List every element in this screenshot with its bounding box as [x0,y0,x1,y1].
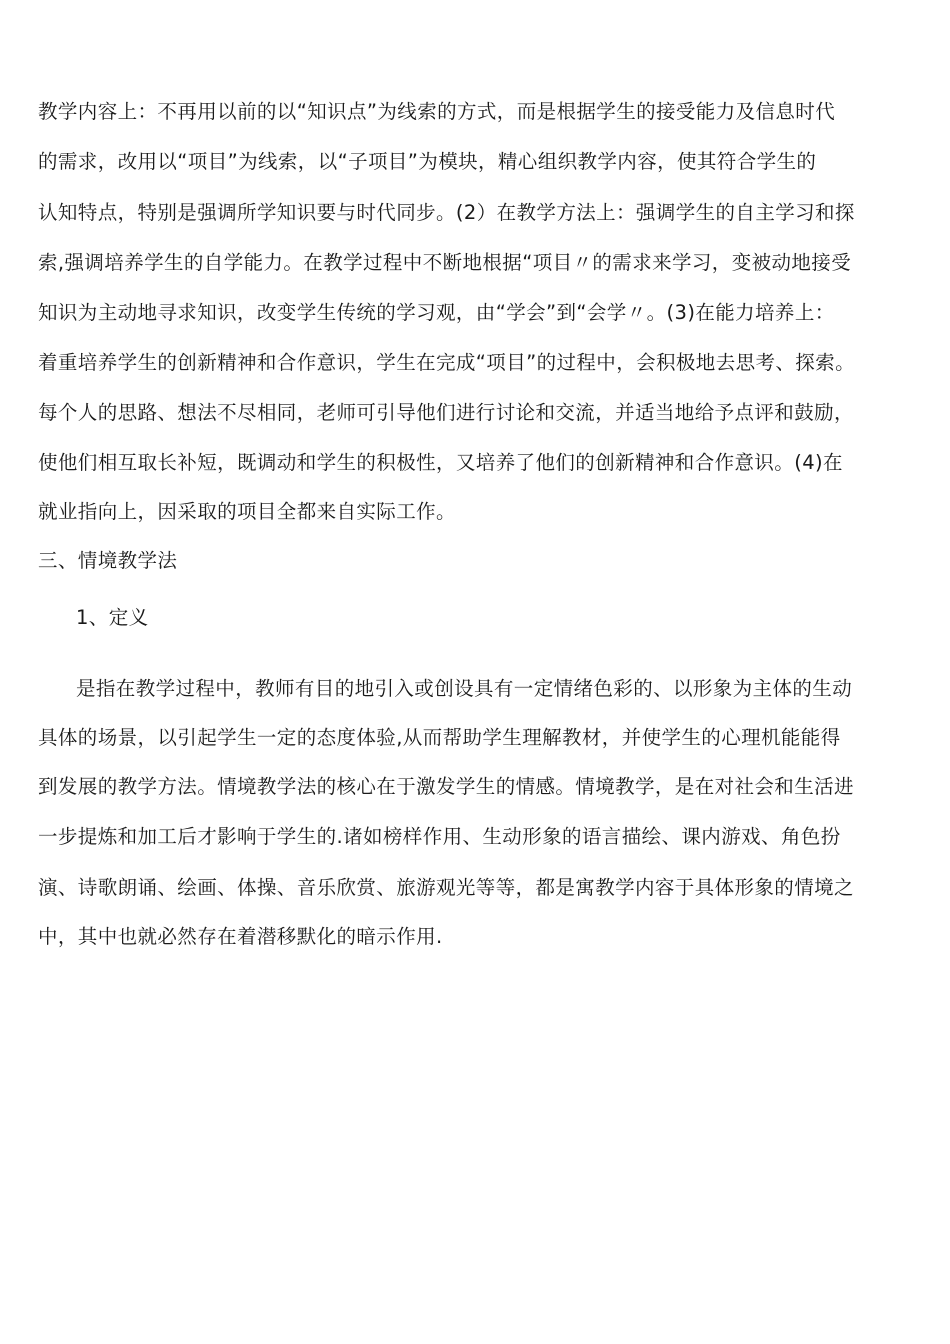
text-line: 一步提炼和加工后才影响于学生的.诸如榜样作用、生动形象的语言描绘、课内游戏、角色扮 [38,825,841,848]
text-line: 的需求，改用以“项目”为线索，以“子项目”为模块，精心组织教学内容，使其符合学生的 [38,150,817,173]
text-line: 中，其中也就必然存在着潜移默化的暗示作用. [38,925,443,948]
text-line: 知识为主动地寻求知识，改变学生传统的学习观，由“学会”到“会学〃。(3)在能力培养上： [38,301,835,324]
text-line: 认知特点，特别是强调所学知识要与时代同步。(2）在教学方法上：强调学生的自主学习和探 [38,201,855,224]
text-line: 就业指向上，因采取的项目全都来自实际工作。 [38,500,456,523]
text-line: 着重培养学生的创新精神和合作意识，学生在完成“项目”的过程中，会积极地去思考、探索。 [38,351,856,374]
subheading: 1、定义 [76,606,149,629]
text-line: 具体的场景，以引起学生一定的态度体验,从而帮助学生理解教材，并使学生的心理机能能得 [38,726,841,749]
text-line: 索,强调培养学生的自学能力。在教学过程中不断地根据“项目〃的需求来学习，变被动地接受 [38,251,852,274]
text-line: 教学内容上：不再用以前的以“知识点”为线索的方式，而是根据学生的接受能力及信息时代 [38,100,836,123]
text-line: 到发展的教学方法。情境教学法的核心在于激发学生的情感。情境教学，是在对社会和生活进 [38,775,854,798]
text-line: 是指在教学过程中，教师有目的地引入或创设具有一定情绪色彩的、以形象为主体的生动 [76,677,853,700]
text-line: 每个人的思路、想法不尽相同，老师可引导他们进行讨论和交流，并适当地给予点评和鼓励， [38,401,854,424]
text-line: 演、诗歌朗诵、绘画、体操、音乐欣赏、旅游观光等等，都是寓教学内容于具体形象的情境之 [38,876,854,899]
text-line: 使他们相互取长补短，既调动和学生的积极性，又培养了他们的创新精神和合作意识。(4)在 [38,451,843,474]
section-heading: 三、情境教学法 [38,549,178,572]
